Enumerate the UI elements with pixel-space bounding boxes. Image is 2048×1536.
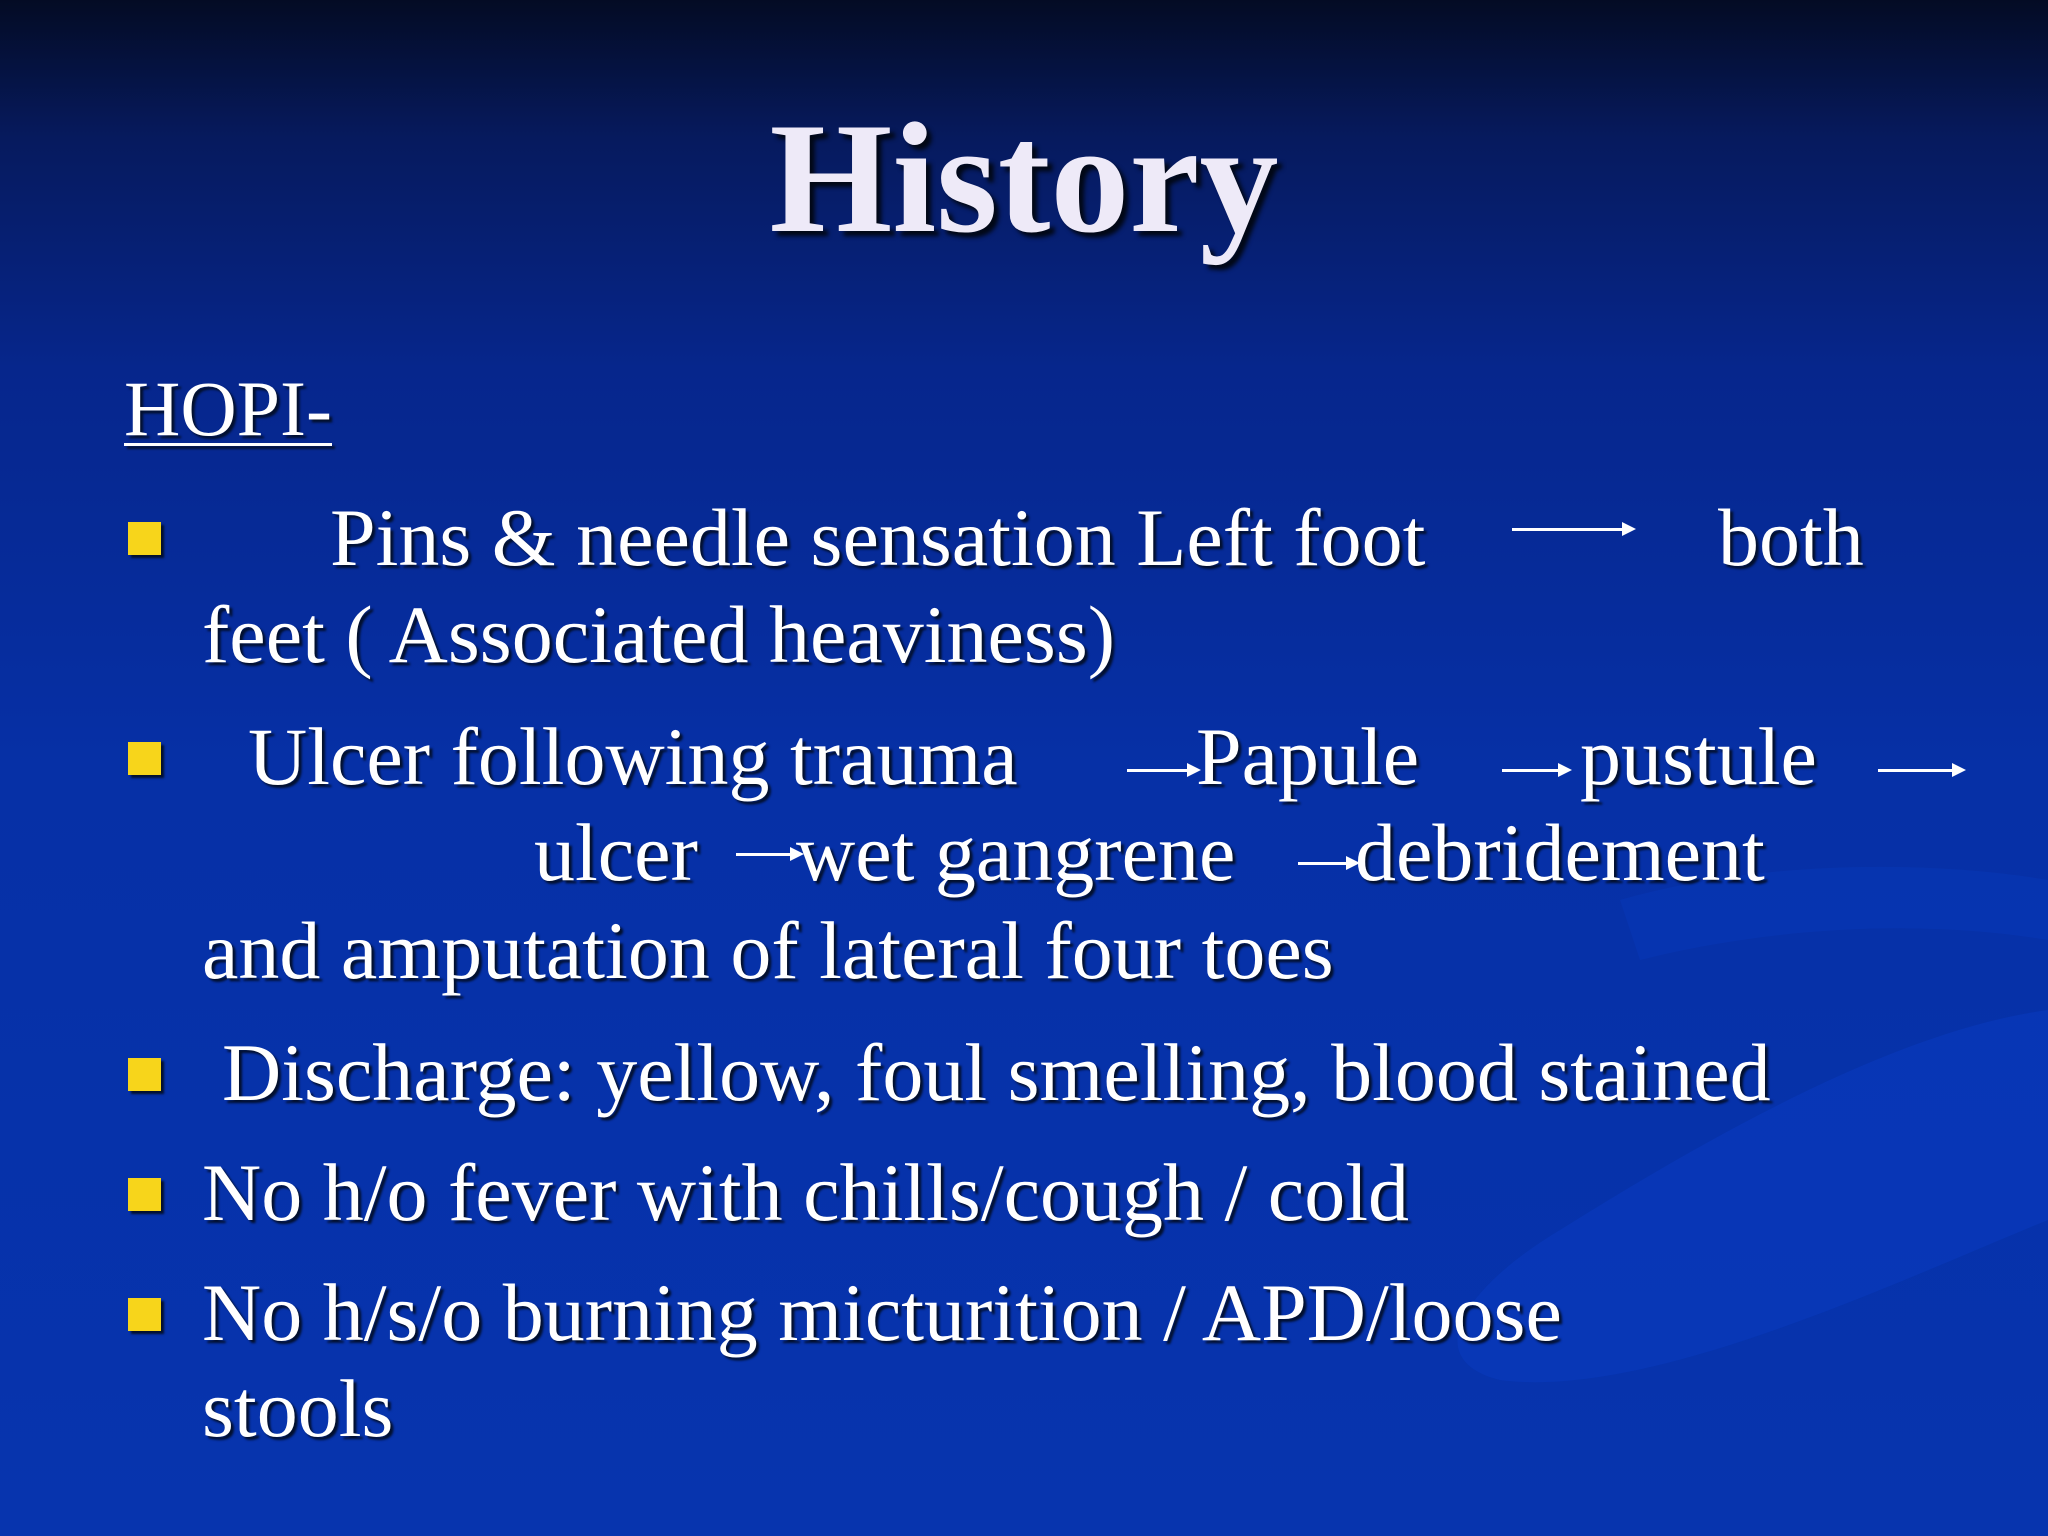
square-bullet-icon: [128, 1178, 161, 1211]
bullet-5-line-2-text: stools: [202, 1363, 394, 1454]
bullet-5-line-1-text: No h/s/o burning micturition / APD/loose: [202, 1267, 1562, 1358]
bullet-2-line-1-text: Ulcer following trauma: [248, 711, 1018, 802]
bullet-2-papule-text: Papule: [1196, 711, 1420, 802]
bullet-4-text: No h/o fever with chills/cough / cold: [202, 1147, 1409, 1238]
right-arrow-icon: [1127, 769, 1197, 772]
right-arrow-icon: [1878, 769, 1962, 772]
bullet-3-text: Discharge: yellow, foul smelling, blood stained: [222, 1027, 1771, 1118]
right-arrow-icon: [736, 853, 800, 856]
square-bullet-icon: [128, 742, 161, 775]
right-arrow-icon: [1502, 769, 1568, 772]
right-arrow-icon: [1512, 528, 1632, 531]
bullet-1-line-1-text: Pins & needle sensation Left foot: [330, 492, 1426, 583]
section-heading: HOPI-: [124, 365, 332, 452]
bullet-1-line-2-text: feet ( Associated heaviness): [202, 589, 1116, 680]
bullet-2-pustule-text: pustule: [1580, 711, 1817, 802]
square-bullet-icon: [128, 522, 161, 555]
bullet-1-line-1-end-text: both: [1718, 492, 1864, 583]
bullet-2-ulcer-text: ulcer: [534, 807, 698, 898]
bullet-2-wet-gangrene-text: wet gangrene: [796, 807, 1236, 898]
right-arrow-icon: [1298, 862, 1356, 865]
bullet-2-debridement-text: debridement: [1355, 807, 1765, 898]
square-bullet-icon: [128, 1058, 161, 1091]
slide-title: History: [769, 91, 1279, 266]
square-bullet-icon: [128, 1298, 161, 1331]
bullet-2-line-3-text: and amputation of lateral four toes: [202, 905, 1334, 996]
